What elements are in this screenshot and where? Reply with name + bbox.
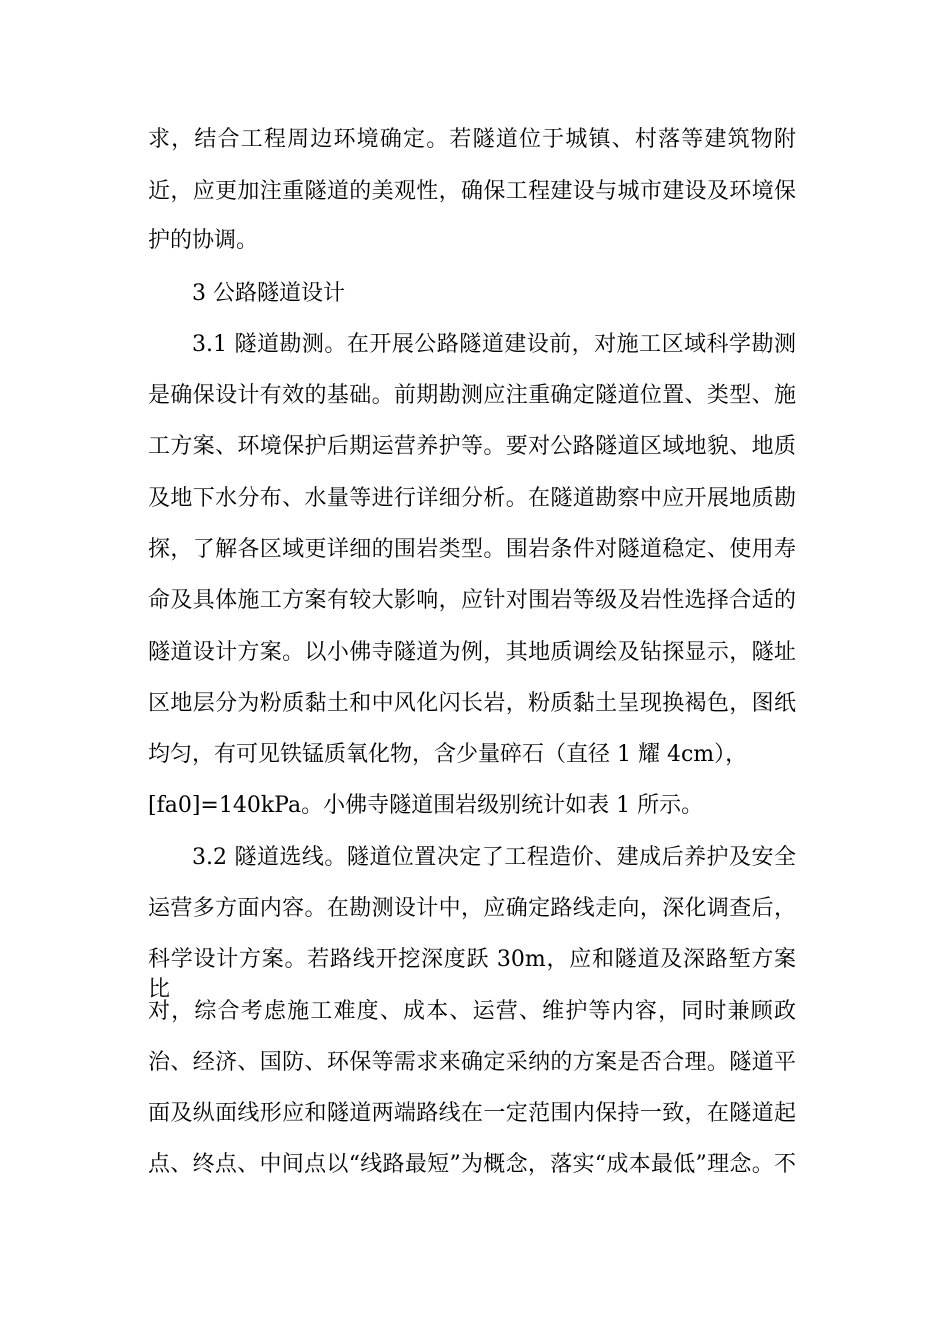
subsection-heading: 3.1 隧道勘测。在开展公路隧道建设前，对施工区域科学勘测: [192, 332, 796, 357]
text-line: 科学设计方案。若路线开挖深度跃 30m，应和隧道及深路堑方案比: [148, 947, 796, 1002]
text-line: 隧道设计方案。以小佛寺隧道为例，其地质调绘及钻探显示，隧址: [148, 640, 796, 665]
text-line: 及地下水分布、水量等进行详细分析。在隧道勘察中应开展地质勘: [148, 486, 796, 511]
text-line: 均匀，有可见铁锰质氧化物，含少量碎石（直径 1 耀 4cm），: [148, 742, 748, 767]
text-line: 探，了解各区域更详细的围岩类型。围岩条件对隧道稳定、使用寿: [148, 537, 796, 562]
text-line: 工方案、环境保护后期运营养护等。要对公路隧道区域地貌、地质: [148, 434, 796, 459]
text-line: 面及纵面线形应和隧道两端路线在一定范围内保持一致，在隧道起: [148, 1101, 796, 1126]
section-heading: 3 公路隧道设计: [192, 281, 345, 306]
text-line: 运营多方面内容。在勘测设计中，应确定路线走向，深化调查后，: [148, 896, 796, 921]
text-line: 护的协调。: [148, 228, 259, 253]
text-line: 是确保设计有效的基础。前期勘测应注重确定隧道位置、类型、施: [148, 383, 796, 408]
text-line: 近，应更加注重隧道的美观性，确保工程建设与城市建设及环境保: [148, 179, 796, 204]
text-line: [fa0]=140kPa。小佛寺隧道围岩级别统计如表 1 所示。: [148, 793, 704, 818]
text-line: 求，结合工程周边环境确定。若隧道位于城镇、村落等建筑物附: [148, 127, 796, 152]
text-line: 区地层分为粉质黏土和中风化闪长岩，粉质黏土呈现换褐色，图纸: [148, 691, 796, 716]
text-line: 命及具体施工方案有较大影响，应针对围岩等级及岩性选择合适的: [148, 588, 796, 613]
subsection-heading: 3.2 隧道选线。隧道位置决定了工程造价、建成后养护及安全: [192, 845, 796, 870]
text-line: 对，综合考虑施工难度、成本、运营、维护等内容，同时兼顾政: [148, 999, 796, 1024]
text-line: 治、经济、国防、环保等需求来确定采纳的方案是否合理。隧道平: [148, 1050, 796, 1075]
text-line: 点、终点、中间点以“线路最短”为概念，落实“成本最低”理念。不: [148, 1152, 796, 1177]
